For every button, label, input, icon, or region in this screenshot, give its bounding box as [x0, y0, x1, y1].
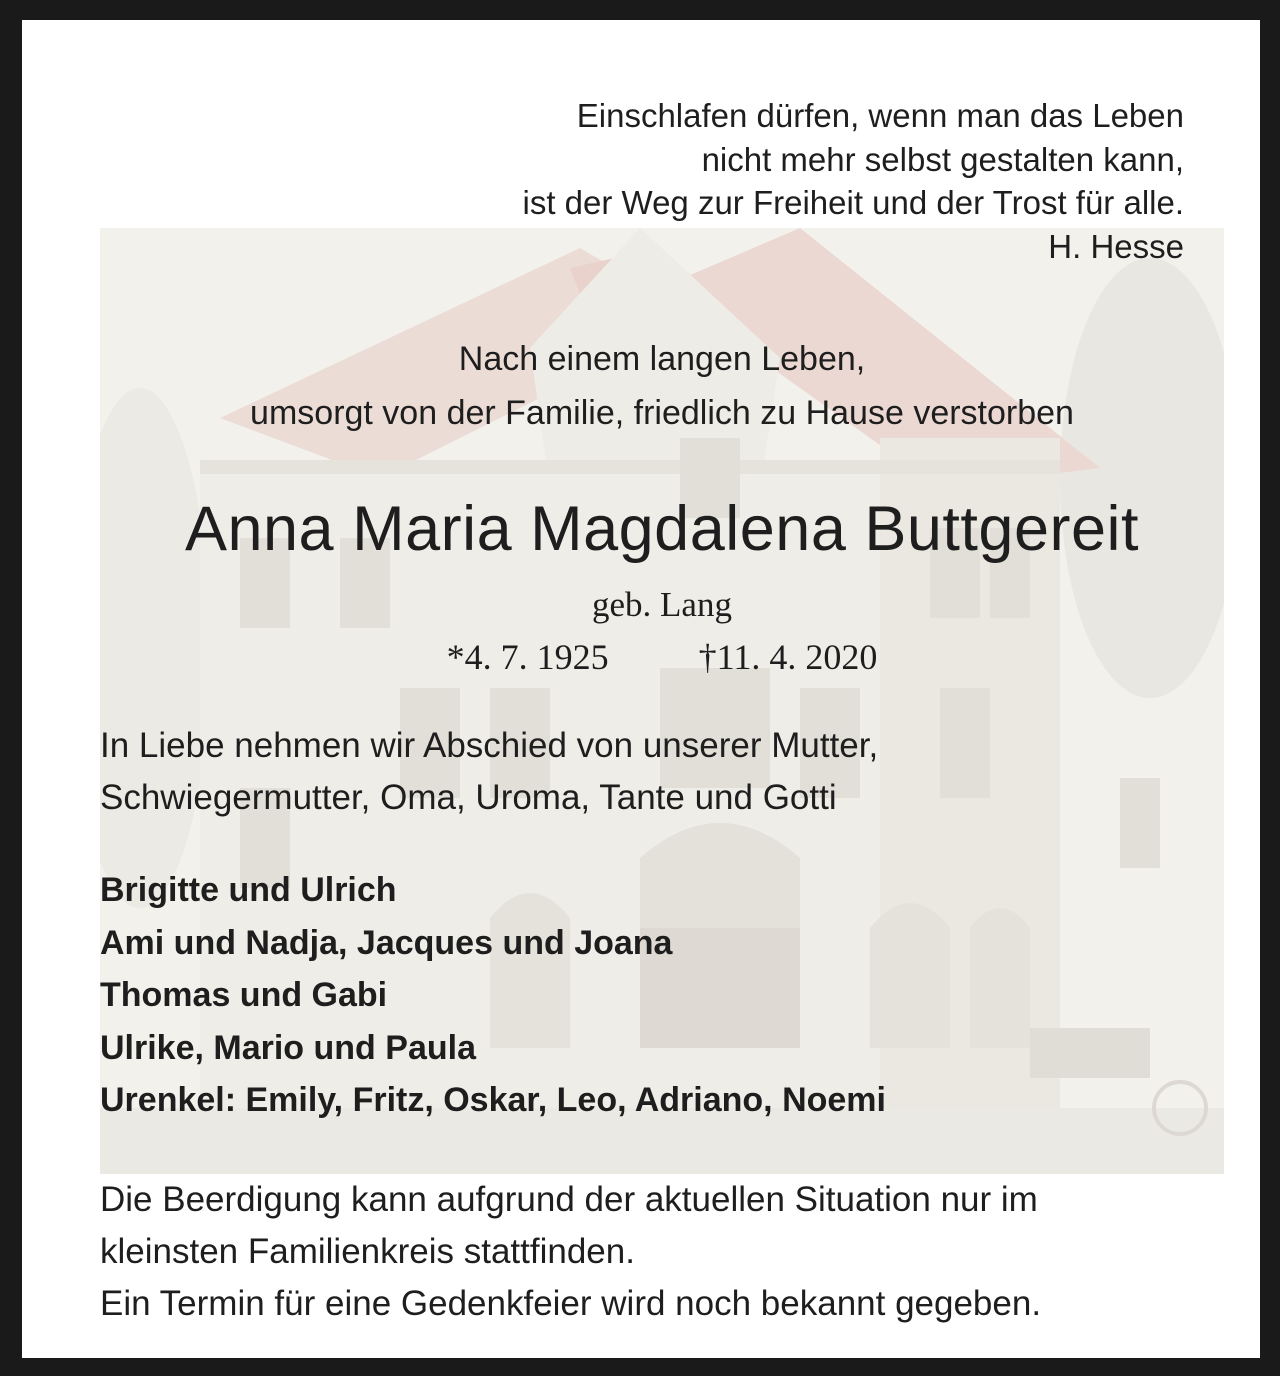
notice-line-1: Die Beerdigung kann aufgrund der aktuellen Situation nur im [100, 1180, 1038, 1219]
farewell-text [100, 720, 878, 824]
family-line-3: Thomas und Gabi [100, 976, 388, 1014]
family-line-1: Brigitte und Ulrich [100, 871, 397, 909]
quote-line-2: nicht mehr selbst gestalten kann, [701, 140, 1184, 178]
birth-date: *4. 7. 1925 [446, 637, 609, 677]
notice-line-2: kleinsten Familienkreis stattfinden. [100, 1232, 635, 1271]
intro-line-1: Nach einem langen Leben, [458, 340, 866, 378]
farewell-line-2: Schwiegermutter, Oma, Uroma, Tante und Gotti [100, 778, 837, 817]
family-names [100, 864, 886, 1127]
maiden-name: geb. Lang [592, 585, 732, 624]
death-date: †11. 4. 2020 [698, 637, 878, 677]
quote-author: H. Hesse [1048, 227, 1184, 265]
family-line-5: Urenkel: Emily, Fritz, Oskar, Leo, Adriano, Noemi [100, 1081, 886, 1119]
intro-text [100, 332, 1224, 440]
funeral-notice [100, 1174, 1041, 1330]
notice-line-3: Ein Termin für eine Gedenkfeier wird noch bekannt gegeben. [100, 1284, 1042, 1323]
family-line-2: Ami und Nadja, Jacques und Joana [100, 923, 673, 962]
family-line-4: Ulrike, Mario und Paula [100, 1028, 476, 1067]
quote-line-1: Einschlafen dürfen, wenn man das Leben [576, 97, 1184, 134]
hesse-quote [523, 94, 1185, 268]
life-dates [100, 634, 1224, 680]
quote-line-3: ist der Weg zur Freiheit und der Trost für alle. [522, 184, 1184, 221]
deceased-name: Anna Maria Magdalena Buttgereit [184, 494, 1140, 564]
farewell-line-1: In Liebe nehmen wir Abschied von unserer Mutter, [100, 726, 879, 765]
intro-line-2: umsorgt von der Familie, friedlich zu Hause verstorben [250, 394, 1074, 432]
